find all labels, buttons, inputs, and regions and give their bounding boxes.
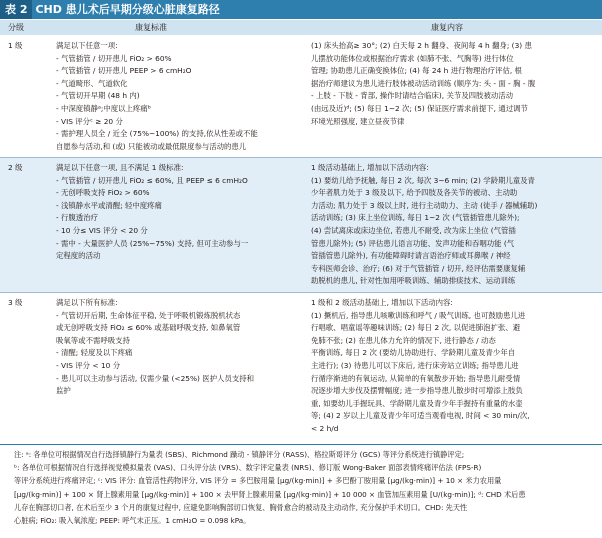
criteria-line: - 气管切开后期, 生命体征平稳, 处于呼吸机锻炼脱机状态: [56, 310, 241, 320]
content-line: 平衡训练, 每日 2 次 (要幼儿协助进行、学龄期儿童及青少年自: [311, 348, 516, 358]
content-line: (1) 床头抬高≥ 30°; (2) 白天每 2 h 翻身、夜间每 4 h 翻身; (3) 患: [311, 41, 532, 50]
criteria-line: - 无创呼吸支持 FiO₂ > 60%: [56, 188, 150, 198]
criteria-line: 满足以下所有标准:: [56, 298, 118, 307]
criteria-line: - 气道畸形、气道软化: [56, 78, 128, 88]
content-line: < 2 h/d: [311, 423, 339, 433]
content-line: 行唱歌、唱童谣等趣味训练; (2) 每日 2 次, 以促进肺泡扩张、避: [311, 323, 521, 333]
footnote-line: ᵇ: 各单位可根据情况自行选择视觉模拟量表 (VAS)、口头评分法 (VRS)、数字评定量表 (NRS)、修订版 Wong-Baker 面部表情疼痛评估法 (FPS-R): [14, 463, 482, 473]
criteria-line: - VIS 评分ᶜ ≥ 20 分: [56, 116, 123, 126]
content-line: 专科医师会诊、治疗; (6) 对于气管插管 / 切开, 经评估需要康复辅: [311, 263, 526, 273]
row-criteria: [56, 162, 302, 263]
row-level: 3 级: [8, 298, 23, 307]
table-title: CHD 患儿术后早期分级心脏康复路径: [35, 3, 220, 16]
row-level: 1 级: [8, 41, 23, 50]
criteria-line: 监护: [56, 386, 71, 396]
header-criteria: 康复标准: [135, 23, 167, 32]
content-line: 活动训练; (3) 床上坐位训练, 每日 1~2 次 (气管插管患儿除外);: [311, 213, 520, 223]
criteria-line: 满足以下任意一项, 且不满足 1 级标准:: [56, 163, 184, 172]
footnote-line: [μg/(kg·min)] + 100 × 肾上腺素用量 [μg/(kg·min)] + 100 × 去甲肾上腺素用量 [μg/(kg·min)] + 10 000 × 血管加压素用量 [U/(kg·min)]; ᵈ: CHD 术后患: [14, 489, 526, 499]
table-row-level-3: [0, 293, 602, 443]
criteria-line: - 气管切开早期 (48 h 内): [56, 91, 140, 101]
content-line: 1 级活动基础上, 增加以下活动内容:: [311, 163, 429, 172]
table-footnotes: [0, 444, 602, 538]
content-line: 据治疗师建议为患儿进行肢体被动活动训练 (顺序为: 头 - 面 - 胸 - 腹: [311, 78, 536, 88]
criteria-line: 或无创呼吸支持 FiO₂ ≤ 60% 或基础呼吸支持, 如鼻氧管: [56, 323, 241, 333]
criteria-line: 吸氧等或不需呼吸支持: [56, 335, 130, 345]
table-row-level-1: [0, 36, 602, 156]
criteria-line: - 浅镇静水平或清醒; 轻中度疼痛: [56, 200, 162, 210]
content-line: 管插管患儿除外), 有功能障碍时请言语治疗师或耳鼻喉 / 神经: [311, 251, 511, 261]
footnote-line: 等评分系统进行疼痛评定; ᶜ: VIS 评分: 血管活性药物评分, VIS 评分 = 多巴胺用量 [μg/(kg·min)] + 多巴酚丁胺用量 [μg/(kg·min)] + 10 × 米力农用量: [14, 476, 502, 486]
content-line: (1) 撅机后, 指导患儿咳嗽训练和呼气 / 吸气训练, 也可鼓励患儿进: [311, 310, 526, 320]
criteria-line: - 清醒; 轻度及以下疼痛: [56, 348, 133, 358]
criteria-line: - 需中 - 大量医护人员 (25%~75%) 支持, 但可主动参与一: [56, 238, 249, 248]
table-title-bar: [0, 0, 602, 19]
criteria-line: 满足以下任意一项:: [56, 41, 118, 50]
row-criteria: [56, 40, 302, 153]
header-content: 康复内容: [431, 23, 463, 32]
criteria-line: - 10 分≤ VIS 评分 < 20 分: [56, 225, 148, 235]
content-line: 环境光照强度, 建立昼夜节律: [311, 116, 405, 126]
criteria-line: - 气管插管 / 切开患儿 PEEP > 6 cmH₂O: [56, 66, 192, 76]
row-content: [311, 40, 598, 128]
footnote-line: 心脏病; FiO₂: 吸入氧浓度; PEEP: 呼气末正压。1 cmH₂O = 0.098 kPa。: [14, 516, 251, 526]
content-line: (由远及近)ᵈ; (5) 每日 1~2 次; (5) 保证医疗需求前提下, 通过调节: [311, 103, 528, 113]
header-level: 分级: [8, 23, 24, 32]
table-number: 表 2: [0, 0, 32, 19]
row-content: [311, 297, 598, 436]
content-line: - 上肢 - 下肢 - 背部, 操作时请结合临床), 关节及四肢被动活动: [311, 91, 514, 101]
table-header: [0, 20, 602, 35]
row-level: 2 级: [8, 163, 23, 172]
criteria-line: 自愿参与活动,和 (或) 只能被动或最低限度参与活动的患儿: [56, 141, 247, 151]
content-line: 管患儿除外); (5) 评估患儿语言功能、发声功能和吞咽功能 (气: [311, 238, 515, 248]
footnote-line: 注: ᵃ: 各单位可根据情况自行选择镇静行为量表 (SBS)、Richmond 躁动 - 镇静评分 (RASS)、格拉斯哥评分 (GCS) 等评分系统进行镇静评定;: [14, 450, 465, 459]
content-line: 行循序渐进的有氧运动, 从简单的有氧散步开始; 指导患儿耐受情: [311, 373, 521, 383]
content-line: 主进行); (3) 待患儿可以下床后, 进行床旁站立训练; 指导患儿进: [311, 360, 519, 370]
criteria-line: - 患儿可以主动参与活动, 仅需少量 (<25%) 医护人员支持和: [56, 373, 255, 383]
content-line: 助脱机的患儿, 针对性加用呼吸训练、辅助排痰技术、运动训练: [311, 276, 516, 286]
table-row-level-2: [0, 158, 602, 292]
criteria-line: - 气管插管 / 切开患儿 FiO₂ ≤ 60%, 且 PEEP ≤ 6 cmH₂O: [56, 175, 248, 185]
content-line: 少年者肌力处于 3 级及以下, 给予四肢及各关节的被动、主动助: [311, 188, 518, 198]
criteria-line: - 行腹透治疗: [56, 213, 98, 223]
content-line: 免肺不张; (2) 在患儿体力允许的情况下, 进行静态 / 动态: [311, 335, 496, 345]
content-line: (1) 要幼儿给予抚触, 每日 2 次, 每次 3~6 min; (2) 学龄期儿童及青: [311, 175, 535, 185]
content-line: 儿摆放功能体位或根据治疗需求 (如肺不张、气胸等) 进行体位: [311, 53, 514, 63]
row-content: [311, 162, 598, 288]
content-line: 管理; 协助患儿正确变换体位; (4) 每 24 h 进行物理治疗评估, 根: [311, 66, 522, 76]
footnote-line: 儿存在胸部切口者, 在术后至少 3 个月的康复过程中, 应避免影响胸部切口恢复、胸骨愈合的被动及主动动作, 充分保护手术切口。CHD: 先天性: [14, 502, 468, 512]
row-criteria: [56, 297, 302, 398]
criteria-line: 定程度的活动: [56, 251, 101, 261]
criteria-line: - VIS 评分 < 10 分: [56, 360, 121, 370]
content-line: 重, 如要幼儿手握玩具、学龄期儿童及青少年手握持有重量的水壶: [311, 398, 523, 408]
criteria-line: - 需护理人员全 / 近全 (75%~100%) 的支持,依从性差或不能: [56, 129, 258, 139]
criteria-line: - 气管插管 / 切开患儿 FiO₂ > 60%: [56, 53, 172, 63]
content-line: 1 级和 2 级活动基础上, 增加以下活动内容:: [311, 298, 453, 307]
content-line: 况逐步增大步伐及摆臂幅度; 进一步指导患儿散步时可增添上肢负: [311, 386, 523, 396]
content-line: (4) 尝试离床或床边坐位, 若患儿不耐受, 改为床上坐位 (气管插: [311, 225, 516, 235]
content-line: 力活动; 肌力处于 3 级以上时, 进行主动助力、主动 (徒手 / 器械辅助): [311, 200, 538, 210]
content-line: 等; (4) 2 岁以上儿童及青少年可适当观看电视, 时间 < 30 min/次,: [311, 411, 530, 421]
criteria-line: - 中深度镇静ᵃ;中度以上疼痛ᵇ: [56, 103, 151, 113]
